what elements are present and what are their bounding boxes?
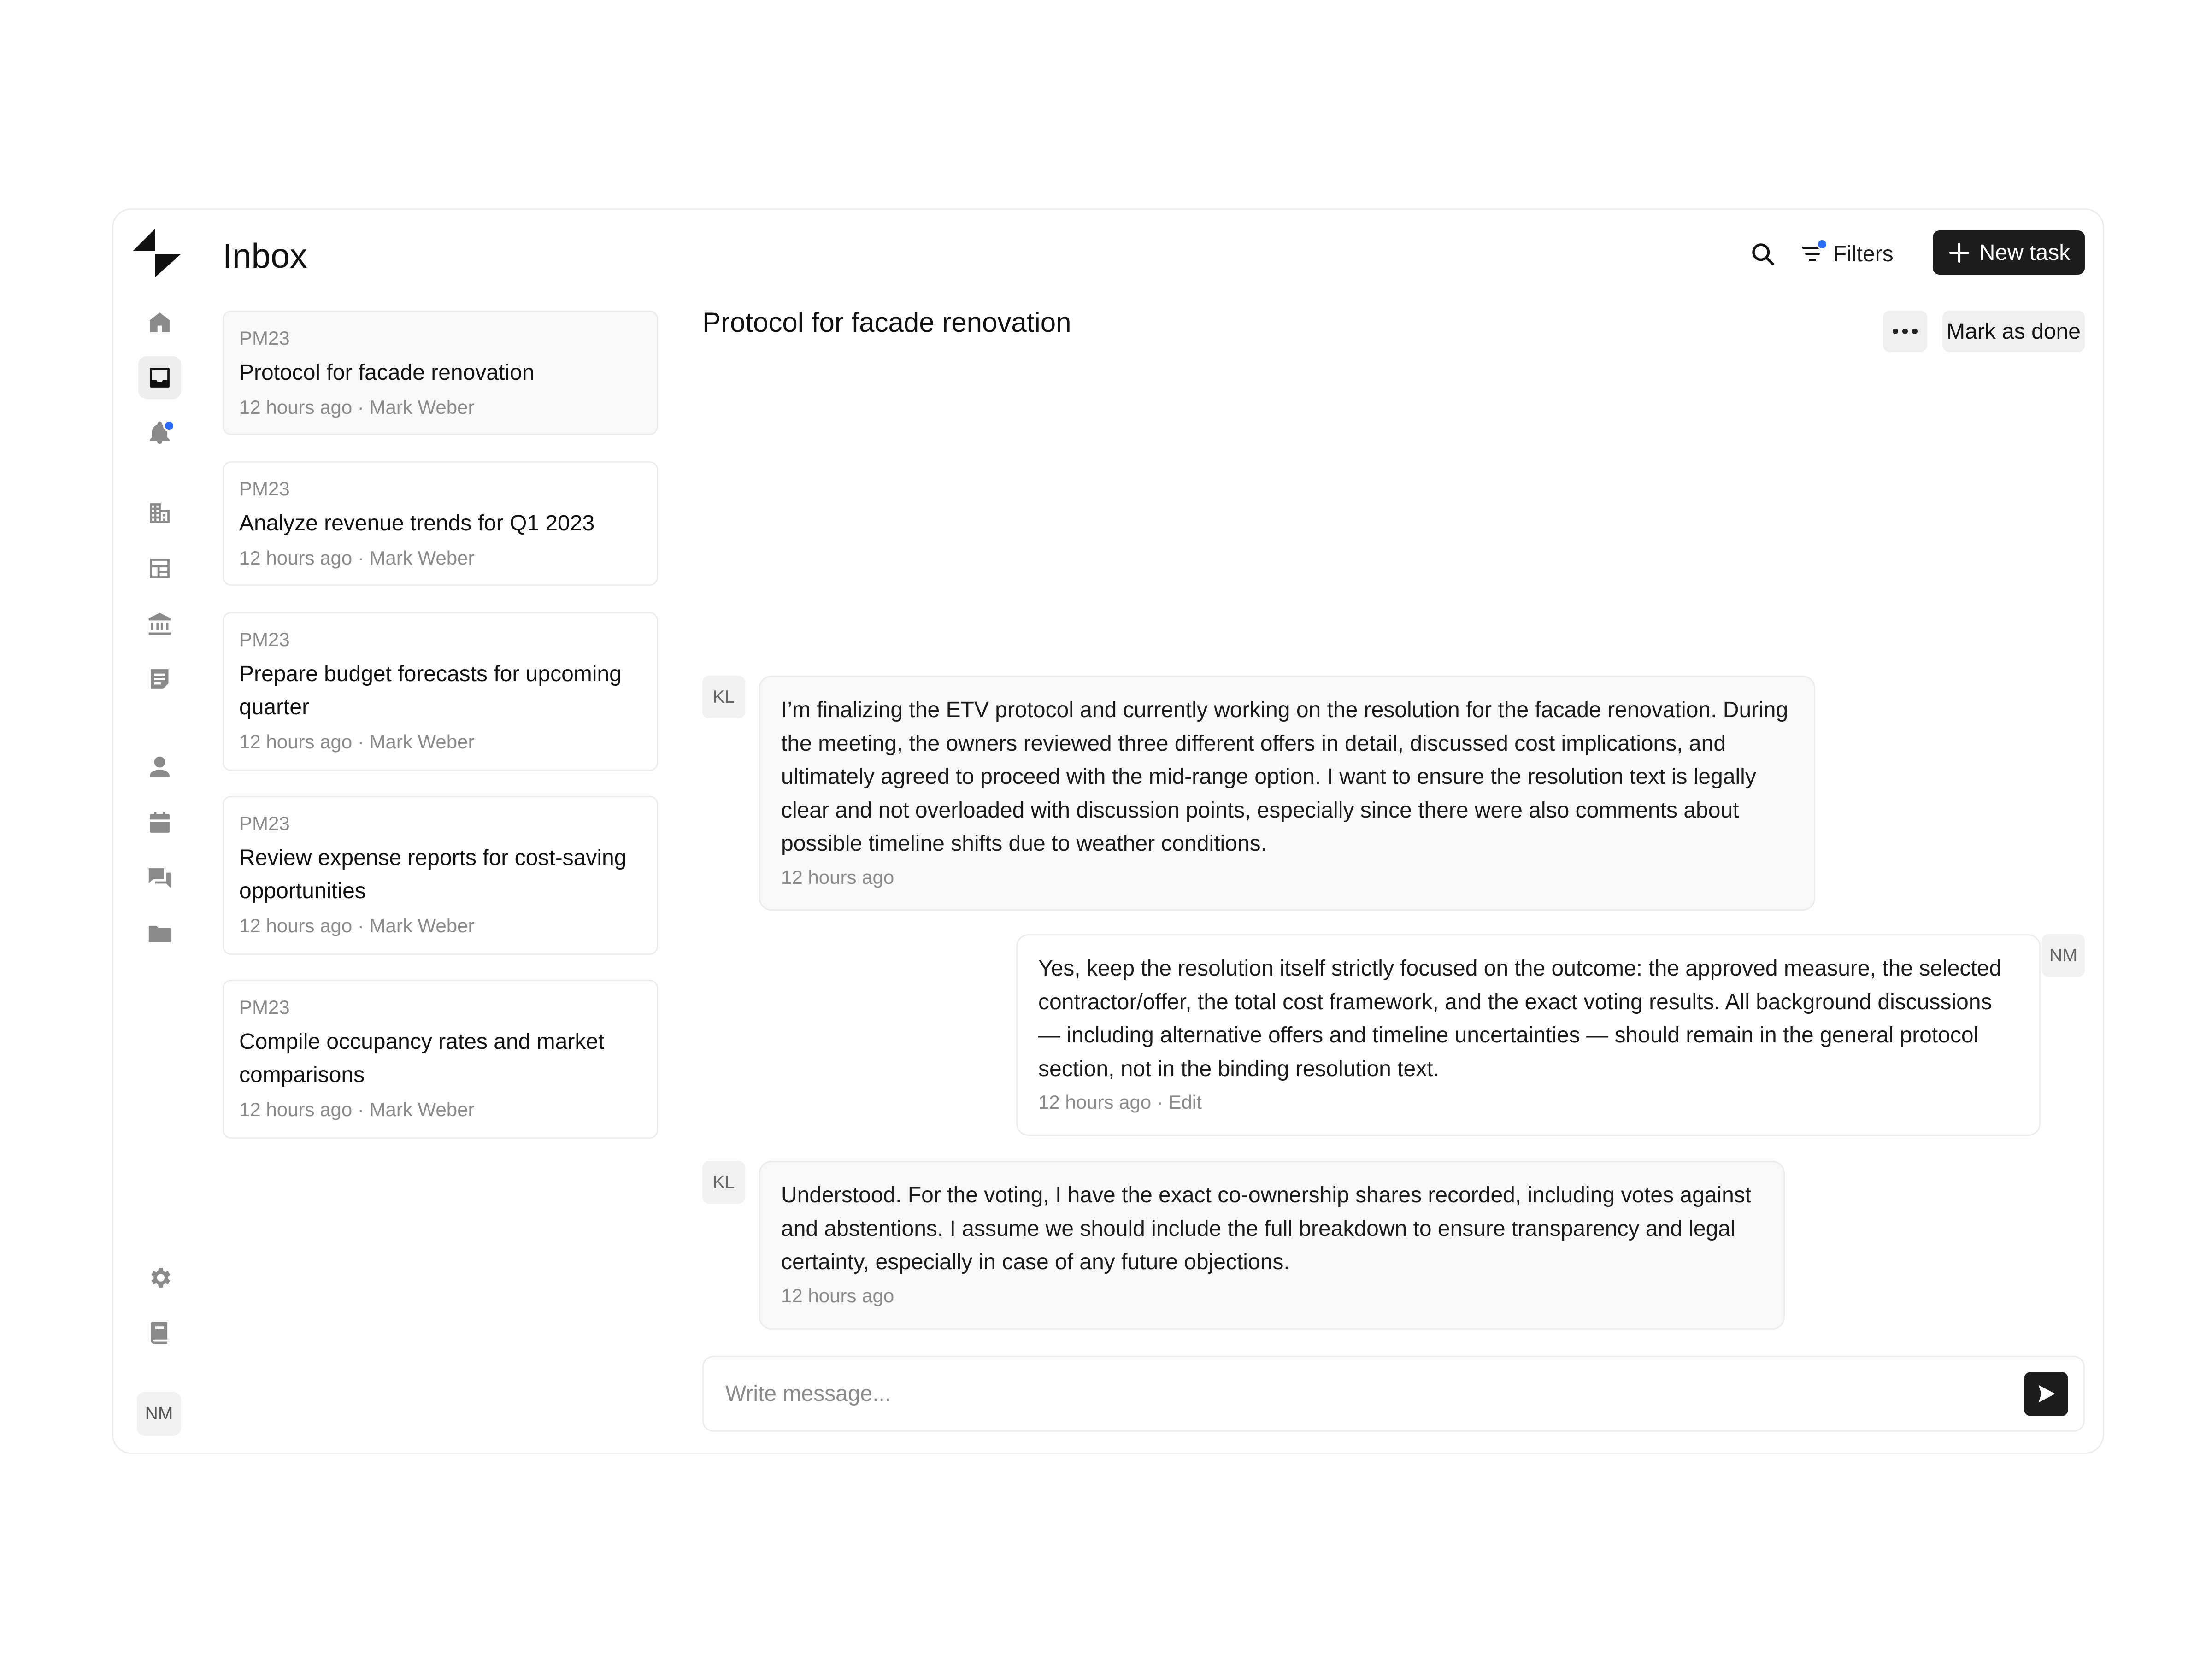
document-icon [147,666,173,692]
task-card-5[interactable] [223,980,658,1139]
sidebar-item-files[interactable] [138,912,181,955]
task-title: Protocol for facade renovation [239,360,535,385]
message-avatar: KL [702,676,745,718]
gear-icon [147,1265,173,1291]
sidebar-item-documents[interactable] [138,658,181,700]
task-code: PM23 [239,478,290,500]
task-code: PM23 [239,812,290,834]
task-meta: 12 hours ago · Mark Weber [239,915,475,936]
task-meta: 12 hours ago · Mark Weber [239,396,475,418]
sidebar-item-docs[interactable] [138,1312,181,1354]
sidebar-item-bank[interactable] [138,602,181,645]
page-title: Inbox [223,236,307,275]
book-icon [147,1320,173,1346]
person-icon [147,754,173,781]
home-icon [147,309,173,335]
user-avatar[interactable]: NM [137,1392,181,1436]
task-title: Analyze revenue trends for Q1 2023 [239,511,595,535]
sidebar-item-notifications[interactable] [138,412,181,454]
new-task-label: New task [1979,240,2071,265]
sidebar-item-messages[interactable] [138,857,181,900]
task-meta: 12 hours ago · Mark Weber [239,1099,475,1120]
app-window [112,208,2104,1454]
search-button[interactable] [1741,232,1785,276]
message-composer [702,1356,2085,1432]
filter-icon [1800,241,1825,266]
building-icon [147,500,173,526]
send-icon [2035,1382,2058,1406]
sidebar-item-contacts[interactable] [138,746,181,789]
task-card-2[interactable] [223,461,658,586]
mark-as-done-button[interactable]: Mark as done [1942,311,2085,352]
search-icon [1749,240,1777,268]
task-card-1[interactable] [223,311,658,435]
filter-active-dot [1817,239,1828,250]
filters-button[interactable] [1800,233,1894,275]
message-text: I’m finalizing the ETV protocol and currently working on the resolution for the facade renovation. During the meeting, the owners reviewed three different offers in detail, discussed cost implications, and ultimately agreed to proceed with the mid-range option. I want to ensure the resolution text is legally clear and not overloaded with discussion points, especially since there were also comments about possible timeline shifts due to weather conditions. [781,698,1788,856]
message-text: Understood. For the voting, I have the exact co-ownership shares recorded, including votes against and abstentions. I assume we should include the full breakdown to ensure transparency and legal certainty, especially in case of any future objections. [781,1183,1752,1274]
chat-icon [147,865,173,891]
message-bubble [759,676,1815,911]
task-code: PM23 [239,996,290,1018]
task-title: Review expense reports for cost-saving opportunities [239,846,627,903]
message-meta: 12 hours ago [781,1284,894,1306]
bank-icon [147,611,173,637]
task-card-4[interactable] [223,796,658,955]
more-dot [1902,329,1908,334]
send-button[interactable] [2024,1372,2068,1416]
task-meta: 12 hours ago · Mark Weber [239,731,475,753]
sidebar-item-buildings[interactable] [138,492,181,535]
sidebar-item-calendar[interactable] [138,801,181,844]
message-meta: 12 hours ago · Edit [1038,1091,1202,1113]
more-dot [1893,329,1898,334]
task-title: Prepare budget forecasts for upcoming quarter [239,662,622,719]
more-options-button[interactable] [1883,311,1927,352]
task-title: Compile occupancy rates and market comparisons [239,1030,605,1087]
task-code: PM23 [239,629,290,650]
message-avatar: KL [702,1161,745,1204]
new-task-button[interactable] [1933,230,2085,275]
calendar-icon [147,810,173,836]
message-text: Yes, keep the resolution itself strictly focused on the outcome: the approved measure, the selected contractor/offer, the total cost framework, and the exact voting results. All background discussions — including alternative offers and timeline uncertainties — should remain in the general protocol section, not in the binding resolution text. [1038,956,2002,1081]
message-meta: 12 hours ago [781,866,894,888]
folder-icon [147,920,173,947]
message-bubble [759,1161,1785,1330]
sidebar-item-inbox[interactable] [138,356,181,399]
detail-title: Protocol for facade renovation [702,307,1071,338]
app-logo[interactable] [133,229,181,277]
table-icon [147,555,173,582]
message-bubble [1016,934,2041,1136]
sidebar-item-table[interactable] [138,547,181,590]
sidebar-item-settings[interactable] [138,1256,181,1299]
message-avatar: NM [2042,934,2085,977]
task-code: PM23 [239,327,290,349]
notification-dot [163,420,175,432]
more-dot [1912,329,1918,334]
inbox-icon [147,365,173,391]
sidebar-item-home[interactable] [138,301,181,344]
message-input[interactable] [724,1381,2024,1407]
filters-label: Filters [1833,241,1894,266]
task-meta: 12 hours ago · Mark Weber [239,547,475,569]
plus-icon [1947,241,1971,265]
task-card-3[interactable] [223,612,658,771]
